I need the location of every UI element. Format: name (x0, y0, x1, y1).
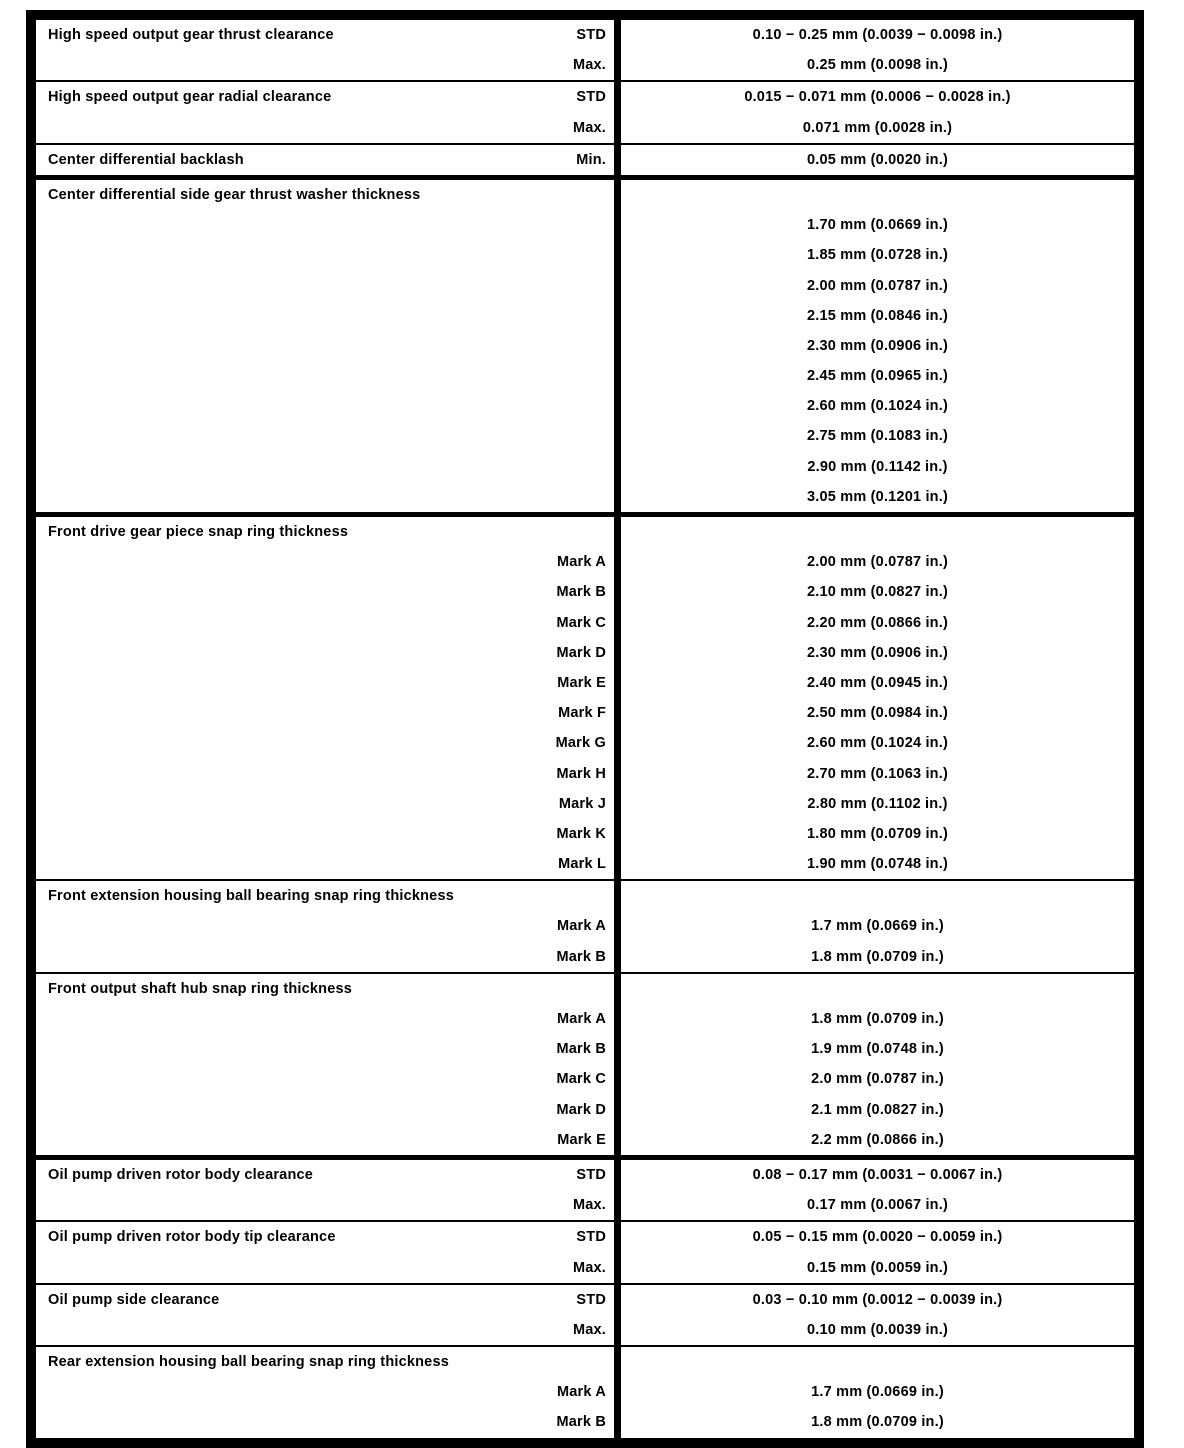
qualifier (546, 391, 606, 421)
spec-value: 1.8 mm (0.0709 in.) (811, 1011, 944, 1027)
qualifier: Mark B (556, 1041, 606, 1058)
spec-value-cell (621, 1347, 1134, 1438)
qualifier: Mark B (556, 948, 606, 965)
spec-value: 0.071 mm (0.0028 in.) (802, 119, 953, 136)
spec-line (48, 819, 606, 849)
item-label (48, 698, 546, 728)
item-label (48, 1377, 546, 1407)
spec-value: 2.30 mm (0.0906 in.) (806, 644, 948, 661)
spec-value: 0.05 mm (0.0020 in.) (806, 151, 948, 168)
spec-line (48, 240, 606, 270)
spec-table (26, 10, 1144, 1448)
spec-line (48, 638, 606, 668)
item-label: Oil pump driven rotor body clearance (48, 1166, 314, 1183)
item-label (48, 452, 546, 482)
spec-value-cell (621, 974, 1134, 1155)
qualifier (546, 331, 606, 361)
spec-value: 1.8 mm (0.0709 in.) (811, 1414, 944, 1431)
qualifier: Max. (572, 1259, 606, 1276)
spec-value-cell (621, 20, 1134, 80)
spec-value: 2.0 mm (0.0787 in.) (811, 1071, 944, 1088)
spec-line (48, 482, 606, 512)
qualifier (546, 421, 606, 451)
qualifier: Mark A (556, 918, 606, 935)
qualifier: Mark C (556, 1071, 606, 1088)
spec-section (36, 1160, 1134, 1222)
item-label (48, 789, 546, 819)
item-label (48, 819, 546, 849)
qualifier: Mark A (556, 554, 606, 571)
spec-value: 2.30 mm (0.0906 in.) (806, 337, 948, 354)
spec-item-cell (36, 1285, 621, 1345)
item-label: High speed output gear radial clearance (48, 89, 332, 106)
spec-line (48, 789, 606, 819)
spec-value: 0.15 mm (0.0059 in.) (806, 1259, 948, 1276)
spec-line (48, 1315, 606, 1345)
item-label (48, 1064, 546, 1094)
spec-line (48, 1347, 606, 1377)
spec-line (48, 145, 606, 175)
spec-line (48, 421, 606, 451)
item-label: High speed output gear thrust clearance (48, 27, 334, 43)
qualifier: Mark D (556, 1101, 606, 1118)
spec-line (48, 698, 606, 728)
qualifier: Mark G (555, 735, 606, 752)
qualifier (546, 974, 606, 1004)
spec-item-cell (36, 974, 621, 1155)
item-label (48, 1190, 546, 1220)
spec-item-cell (36, 180, 621, 512)
qualifier: Mark B (556, 584, 606, 601)
spec-line (48, 1253, 606, 1283)
spec-item-cell (36, 20, 621, 80)
spec-value: 2.50 mm (0.0984 in.) (806, 705, 948, 722)
spec-value (621, 517, 1134, 547)
qualifier: STD (576, 27, 606, 43)
spec-line (48, 271, 606, 301)
spec-value: 2.00 mm (0.0787 in.) (806, 277, 948, 294)
qualifier: STD (576, 1166, 606, 1183)
spec-item-cell (36, 517, 621, 879)
spec-line (48, 50, 606, 80)
item-label (48, 482, 546, 512)
item-label (48, 1034, 546, 1064)
spec-line (48, 728, 606, 758)
item-label (48, 391, 546, 421)
spec-value: 2.40 mm (0.0945 in.) (806, 674, 948, 691)
item-label (48, 1407, 546, 1437)
item-label (48, 50, 546, 80)
item-label: Front extension housing ball bearing snap ring thickness (48, 888, 454, 905)
qualifier (546, 240, 606, 270)
spec-value: 1.7 mm (0.0669 in.) (811, 1384, 944, 1401)
spec-section (36, 20, 1134, 82)
item-label (48, 1125, 546, 1155)
spec-value: 2.2 mm (0.0866 in.) (811, 1131, 944, 1148)
item-label (48, 331, 546, 361)
qualifier (546, 271, 606, 301)
spec-value: 2.90 mm (0.1142 in.) (807, 458, 948, 475)
qualifier: Min. (576, 151, 606, 168)
qualifier: Mark L (558, 856, 606, 873)
spec-value-cell (621, 1222, 1134, 1282)
qualifier: Mark C (556, 614, 606, 631)
spec-section (36, 145, 1134, 180)
item-label (48, 1253, 546, 1283)
spec-value-cell (621, 517, 1134, 879)
spec-line (48, 1160, 606, 1190)
item-label: Center differential backlash (48, 151, 244, 168)
qualifier (546, 210, 606, 240)
spec-value: 2.70 mm (0.1063 in.) (806, 765, 948, 782)
spec-line (48, 452, 606, 482)
spec-line (48, 1407, 606, 1437)
qualifier (546, 301, 606, 331)
spec-value: 0.015 − 0.071 mm (0.0006 − 0.0028 in.) (744, 89, 1011, 106)
spec-section (36, 974, 1134, 1160)
spec-value-cell (621, 1160, 1134, 1220)
qualifier (546, 180, 606, 210)
qualifier: Max. (572, 119, 606, 136)
spec-line (48, 759, 606, 789)
spec-value-cell (621, 1285, 1134, 1345)
item-label (48, 849, 546, 879)
spec-line (48, 180, 606, 210)
spec-value: 2.15 mm (0.0846 in.) (806, 307, 948, 324)
spec-line (48, 668, 606, 698)
spec-line (48, 1064, 606, 1094)
qualifier: Mark H (556, 765, 606, 782)
item-label (48, 759, 546, 789)
spec-value: 0.03 − 0.10 mm (0.0012 − 0.0039 in.) (752, 1291, 1003, 1308)
spec-item-cell (36, 881, 621, 972)
spec-line (48, 1004, 606, 1034)
spec-value: 2.20 mm (0.0866 in.) (806, 614, 948, 631)
spec-value-cell (621, 82, 1134, 142)
item-label (48, 113, 546, 143)
spec-value: 1.70 mm (0.0669 in.) (806, 217, 948, 234)
spec-value: 3.05 mm (0.1201 in.) (806, 488, 948, 505)
spec-section (36, 881, 1134, 974)
item-label (48, 361, 546, 391)
qualifier: Mark D (556, 644, 606, 661)
item-label (48, 210, 546, 240)
spec-line (48, 608, 606, 638)
qualifier: Mark E (557, 1131, 606, 1148)
item-label (48, 240, 546, 270)
spec-value: 1.85 mm (0.0728 in.) (806, 247, 948, 264)
qualifier: Mark F (558, 705, 606, 722)
spec-item-cell (36, 82, 621, 142)
spec-value: 0.10 mm (0.0039 in.) (806, 1321, 948, 1338)
qualifier (546, 452, 606, 482)
spec-line (48, 1285, 606, 1315)
spec-value: 2.1 mm (0.0827 in.) (811, 1101, 944, 1118)
spec-value: 2.80 mm (0.1102 in.) (807, 795, 948, 812)
spec-line (48, 331, 606, 361)
qualifier: Mark E (557, 674, 606, 691)
spec-line (48, 20, 606, 50)
spec-line (48, 1190, 606, 1220)
qualifier: Mark A (556, 1384, 606, 1401)
spec-value: 2.75 mm (0.1083 in.) (806, 428, 948, 445)
spec-line (48, 577, 606, 607)
spec-section (36, 180, 1134, 517)
spec-section (36, 517, 1134, 881)
spec-line (48, 301, 606, 331)
spec-line (48, 547, 606, 577)
qualifier: Max. (572, 1321, 606, 1338)
spec-section (36, 82, 1134, 144)
spec-item-cell (36, 145, 621, 175)
spec-value: 2.60 mm (0.1024 in.) (806, 735, 948, 752)
spec-value-cell (621, 881, 1134, 972)
qualifier (546, 482, 606, 512)
spec-line (48, 1034, 606, 1064)
spec-section (36, 1222, 1134, 1284)
spec-item-cell (36, 1160, 621, 1220)
spec-line (48, 113, 606, 143)
item-label (48, 638, 546, 668)
item-label (48, 271, 546, 301)
qualifier: Max. (572, 57, 606, 74)
item-label (48, 577, 546, 607)
spec-value: 0.25 mm (0.0098 in.) (806, 57, 948, 74)
spec-line (48, 974, 606, 1004)
qualifier: STD (576, 1291, 606, 1308)
spec-value-cell (621, 145, 1134, 175)
spec-value (621, 1347, 1134, 1377)
spec-line (48, 911, 606, 941)
item-label: Rear extension housing ball bearing snap ring thickness (48, 1354, 449, 1371)
item-label (48, 668, 546, 698)
item-label (48, 301, 546, 331)
spec-value: 1.80 mm (0.0709 in.) (806, 825, 948, 842)
spec-line (48, 210, 606, 240)
qualifier (546, 1347, 606, 1377)
qualifier: Mark K (556, 825, 606, 842)
qualifier: STD (576, 89, 606, 106)
item-label (48, 608, 546, 638)
spec-line (48, 881, 606, 911)
spec-item-cell (36, 1347, 621, 1438)
qualifier: STD (576, 1229, 606, 1246)
qualifier (546, 881, 606, 911)
item-label (48, 547, 546, 577)
spec-value (621, 974, 1134, 1004)
spec-value: 2.45 mm (0.0965 in.) (806, 368, 948, 385)
item-label (48, 1315, 546, 1345)
item-label (48, 728, 546, 758)
item-label (48, 911, 546, 941)
spec-value (621, 881, 1134, 911)
item-label: Oil pump driven rotor body tip clearance (48, 1229, 336, 1246)
item-label (48, 1004, 546, 1034)
spec-value-cell (621, 180, 1134, 512)
qualifier: Max. (572, 1197, 606, 1214)
item-label: Front drive gear piece snap ring thickness (48, 524, 349, 540)
spec-value: 1.7 mm (0.0669 in.) (811, 918, 944, 935)
spec-line (48, 517, 606, 547)
item-label: Oil pump side clearance (48, 1291, 220, 1308)
spec-line (48, 1377, 606, 1407)
spec-item-cell (36, 1222, 621, 1282)
spec-value: 0.08 − 0.17 mm (0.0031 − 0.0067 in.) (752, 1166, 1003, 1183)
qualifier (546, 517, 606, 547)
spec-value (621, 180, 1134, 210)
item-label (48, 942, 546, 972)
spec-value: 1.8 mm (0.0709 in.) (811, 948, 944, 965)
spec-line (48, 82, 606, 112)
item-label (48, 421, 546, 451)
qualifier: Mark A (556, 1011, 606, 1027)
spec-section (36, 1285, 1134, 1347)
spec-value: 1.9 mm (0.0748 in.) (811, 1041, 944, 1058)
spec-value: 1.90 mm (0.0748 in.) (806, 856, 948, 873)
item-label: Center differential side gear thrust washer thickness (48, 186, 421, 203)
spec-line (48, 1095, 606, 1125)
spec-line (48, 849, 606, 879)
spec-value: 2.00 mm (0.0787 in.) (806, 554, 948, 571)
spec-line (48, 1222, 606, 1252)
qualifier: Mark J (558, 795, 606, 812)
item-label (48, 1095, 546, 1125)
spec-line (48, 1125, 606, 1155)
spec-section (36, 1347, 1134, 1438)
item-label: Front output shaft hub snap ring thickness (48, 980, 353, 997)
spec-value: 0.05 − 0.15 mm (0.0020 − 0.0059 in.) (752, 1229, 1003, 1246)
spec-value: 0.10 − 0.25 mm (0.0039 − 0.0098 in.) (752, 27, 1003, 43)
spec-value: 0.17 mm (0.0067 in.) (806, 1197, 948, 1214)
spec-line (48, 361, 606, 391)
spec-line (48, 942, 606, 972)
spec-value: 2.10 mm (0.0827 in.) (806, 584, 948, 601)
qualifier: Mark B (556, 1414, 606, 1431)
spec-line (48, 391, 606, 421)
qualifier (546, 361, 606, 391)
spec-value: 2.60 mm (0.1024 in.) (806, 398, 948, 415)
